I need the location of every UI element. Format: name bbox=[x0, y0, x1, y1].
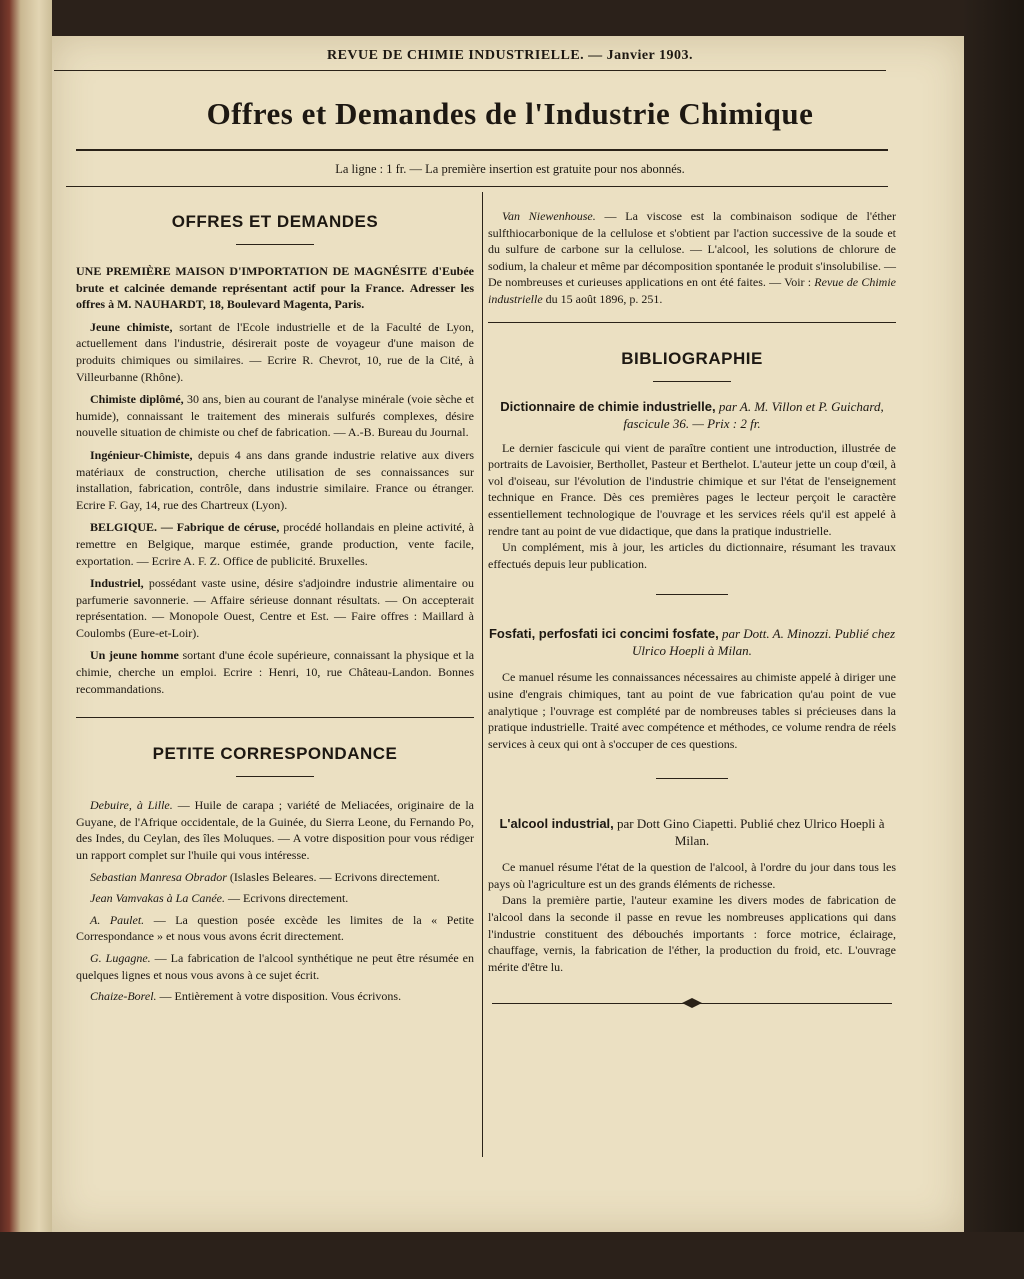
book-review-paragraph: Ce manuel résume les connaissances nécessaires au chimiste appelé à diriger une usine d'engrais chimiques, tant au point de vue fabrication qu'au point de vue analytique ; l'ouvrage est complété par de nombreuses tables si précieuses dans la pratique industrielle. Traité avec compétence et méthodes, ce volume rendra de réels services à ceux qui ont à s'occuper de ces questions. bbox=[488, 670, 896, 751]
correspondance-heading-rule bbox=[236, 776, 314, 777]
end-ornament bbox=[492, 997, 892, 1011]
section-rule bbox=[76, 717, 474, 718]
correspondance-item: Chaize-Borel. — Entièrement à votre disposition. Vous écrivons. bbox=[90, 989, 402, 1004]
scan-margin-bottom bbox=[0, 1232, 1024, 1279]
book-review-paragraph: Un complément, mis à jour, les articles du dictionnaire, résumant les travaux effectués depuis leur publication. bbox=[488, 540, 896, 571]
left-column bbox=[76, 208, 474, 1005]
book-review-paragraph: Ce manuel résume l'état de la question de l'alcool, à l'ordre du jour dans tous les pays où l'agriculture est un des grands éléments de richesse. bbox=[488, 860, 896, 891]
offres-heading: OFFRES ET DEMANDES bbox=[171, 212, 379, 231]
book-entry-title: Fosfati, perfosfati ici concimi fosfate, par Dott. A. Minozzi. Publié chez Ulrico Hoepli à Milan. bbox=[488, 626, 896, 659]
book-entry-title: L'alcool industrial, par Dott Gino Ciapetti. Publié chez Ulrico Hoepli à Milan. bbox=[499, 816, 885, 849]
running-head: REVUE DE CHIMIE INDUSTRIELLE. — Janvier 1903. bbox=[326, 48, 694, 63]
right-column bbox=[488, 208, 896, 1011]
tariff-rule bbox=[66, 186, 888, 187]
correspondance-item: G. Lugagne. — La fabrication de l'alcool synthétique ne peut être résumée en quelques lignes et nous vous avons à ce sujet écrit. bbox=[76, 951, 475, 982]
ad-jeune-homme: Un jeune homme sortant d'une école supérieure, connaissant la physique et la chimie, cherche un emploi. Ecrire : Henri, 10, rue Château-Landon. Bonnes recommandations. bbox=[76, 648, 475, 696]
header-rule bbox=[54, 70, 886, 71]
book-binding-edge bbox=[0, 0, 52, 1279]
scan-margin-right bbox=[964, 0, 1024, 1279]
title-rule bbox=[76, 149, 888, 151]
journal-page bbox=[52, 36, 964, 1232]
ad-magnesite: UNE PREMIÈRE MAISON D'IMPORTATION DE MAGNÉSITE d'Eubée brute et calcinée demande représentant actif pour la France. Adresser les offres à M. NAUHARDT, 18, Boulevard Magenta, Paris. bbox=[76, 264, 474, 312]
correspondance-item: A. Paulet. — La question posée excède les limites de la « Petite Correspondance » et nous vous avons écrit directement. bbox=[76, 912, 475, 944]
column-divider bbox=[482, 192, 483, 1157]
correspondance-item: Sebastian Manresa Obrador (Islasles Beleares. — Ecrivons directement. bbox=[90, 869, 440, 884]
correspondance-item: Debuire, à Lille. — Huile de carapa ; variété de Meliacées, originaire de la Guyane, de l'Afrique occidentale, de la Guinée, du Sierra Leone, du Fernando Po, des Indes, du Ceylan, des îles Moluques. — A votre disposition pour vous rédiger un rapport complet sur l'huile qui vous intéresse. bbox=[76, 798, 474, 863]
ad-industriel: Industriel, possédant vaste usine, désire s'adjoindre industrie alimentaire ou parfumerie savonnerie. — Affaire sérieuse donnant résultats. — On accepterait représentation. — Monopole Ouest, Centre et Est. — Faire offres : Maillard à Coulombs (Eure-et-Loir). bbox=[76, 576, 475, 640]
ad-jeune-chimiste: Jeune chimiste, sortant de l'Ecole industrielle et de la Faculté de Lyon, actuellement dans l'industrie, désirerait poste de voyageur d'une maison de produits chimiques ou similaires. — Ecrire R. Chevrot, 10, rue de la Cité, à Villeurbanne (Rhône). bbox=[76, 319, 474, 384]
bibliographie-heading: BIBLIOGRAPHIE bbox=[621, 348, 763, 368]
offres-heading-rule bbox=[236, 244, 314, 245]
book-separator bbox=[656, 594, 728, 595]
diamond-ornament-icon bbox=[682, 997, 702, 1009]
page-title: Offres et Demandes de l'Industrie Chimique bbox=[206, 96, 814, 131]
book-entry-title: Dictionnaire de chimie industrielle, par A. M. Villon et P. Guichard, fascicule 36. — Prix : 2 fr. bbox=[500, 398, 884, 431]
ad-belgique-ceruse: BELGIQUE. — Fabrique de céruse, procédé hollandais en pleine activité, à remettre en Belgique, marque estimée, grande production, vente facile, exportation. — Ecrire A. F. Z. Office de publicité. Bruxelles. bbox=[76, 520, 475, 568]
tariff-line: La ligne : 1 fr. — La première insertion est gratuite pour nos abonnés. bbox=[335, 162, 685, 176]
book-review-paragraph: Dans la première partie, l'auteur examine les divers modes de fabrication de l'alcool dans la seconde il passe en revue les nombreuses applications qui dans l'industrie constituent des débouchés importants : force motrice, éclairage, chauffage, vernis, la fabrication de l'éther, la production du froid, etc. L'ouvrage mérite d'être lu. bbox=[488, 893, 896, 974]
bibliographie-heading-rule bbox=[653, 381, 731, 382]
book-separator bbox=[656, 778, 728, 779]
correspondance-heading: PETITE CORRESPONDANCE bbox=[152, 744, 398, 764]
section-rule bbox=[488, 322, 896, 323]
book-review-paragraph: Le dernier fascicule qui vient de paraître contient une introduction, illustrée de portraits de Lavoisier, Berthollet, Pasteur et Berthelot. L'auteur jette un coup d'œil, à vol d'oiseau, sur l'évolution de l'industrie chimique et sur l'état de l'enseignement technique en France. Dès ces premières pages le lecteur perçoit le caractère essentiellement technologique de l'ouvrage et les services réels qu'il est appelé à rendre tant au point de vue didactique, que dans la pratique industrielle. bbox=[488, 440, 896, 538]
correspondance-item: Jean Vamvakas à La Canée. — Ecrivons directement. bbox=[90, 891, 349, 906]
ad-chimiste-diplome: Chimiste diplômé, 30 ans, bien au courant de l'analyse minérale (voie sèche et humide), connaissant le traitement des minerais sulfurés complexes, désire nouvelle situation de chimiste ou chef de fabrication. — A.-B. Bureau du Journal. bbox=[76, 392, 474, 440]
viscose-answer: Van Niewenhouse. — La viscose est la combinaison sodique de l'éther sulfthiocarbonique de la cellulose et s'obtient par l'action successive de la soude et du sulfure de carbone sur la cellulose. — L'alcool, les solutions de chlorure de sodium, la chaleur et même par décomposition spontanée le produit s'insolubilise. — De nombreuses et curieuses applications en ont été faites. — Voir : Revue de Chimie industrielle du 15 août 1896, p. 251. bbox=[488, 209, 897, 306]
ad-ingenieur-chimiste: Ingénieur-Chimiste, depuis 4 ans dans grande industrie relative aux divers matériaux de construction, cherche utilisation de ses connaissances sur installation, fabrication, contrôle, dans industrie similaire. France ou étranger. Ecrire F. Gay, 14, rue des Chartreux (Lyon). bbox=[76, 447, 475, 512]
